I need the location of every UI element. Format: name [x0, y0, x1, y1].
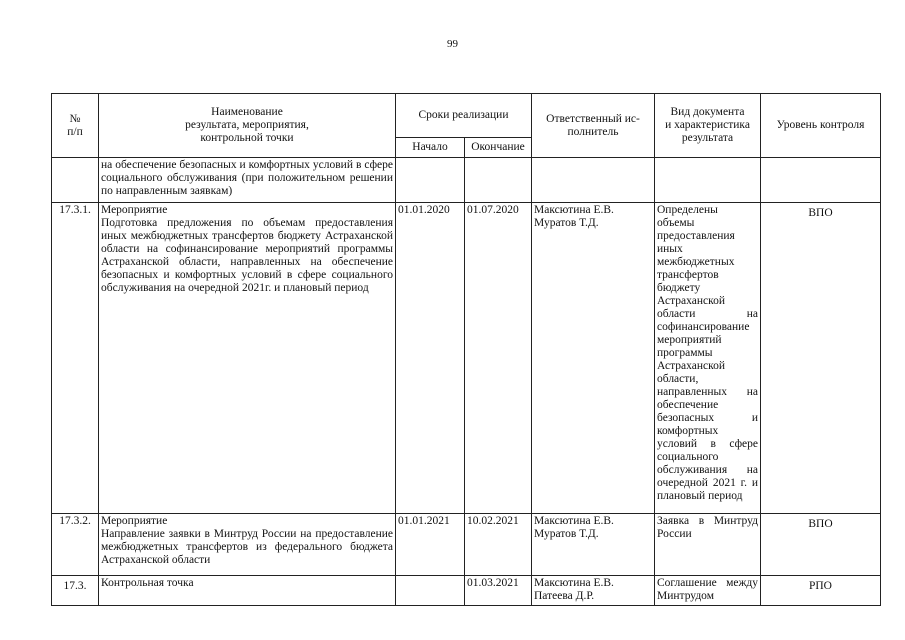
- row-end: 01.07.2020: [465, 203, 532, 514]
- table-row: [52, 514, 881, 576]
- row-doc: [655, 158, 761, 203]
- row-level: РПО: [761, 576, 881, 606]
- row-end: 10.02.2021: [465, 514, 532, 576]
- plan-table: [51, 93, 881, 606]
- header-name: Наименование результата, мероприятия, контрольной точки: [99, 94, 396, 158]
- row-name: Мероприятие Направление заявки в Минтруд России на предоставление межбюджетных трансфертов из федерального бюджета Астраханской области: [99, 514, 396, 576]
- row-end: [465, 158, 532, 203]
- header-level: Уровень контроля: [761, 94, 881, 158]
- row-name: Мероприятие Подготовка предложения по объемам предоставления иных межбюджетных трансфертов бюджету Астраханской области на софинансирование мероприятий программы Астраханской области, направленных на обеспечение безопасных и комфортных условий в сфере социального обслуживания на очередной 2021г. и плановый период: [99, 203, 396, 514]
- page-number: 99: [447, 38, 458, 50]
- header-terms: Сроки реализации: [396, 94, 532, 138]
- table-header: [52, 94, 881, 158]
- row-level: ВПО: [761, 514, 881, 576]
- row-doc: Соглашение между Минтрудом: [655, 576, 761, 606]
- header-end: Окончание: [465, 138, 532, 158]
- row-doc: Определены объемы предоставления иных межбюджетных трансфертов бюджету Астраханской области на софинансирование мероприятий программы Астраханской области, направленных на обеспечение безопасных и комфортных условий в сфере социального обслуживания на очередной 2021 г. и плановый период: [655, 203, 761, 514]
- row-name: Контрольная точка: [99, 576, 396, 606]
- row-start: [396, 576, 465, 606]
- row-start: 01.01.2020: [396, 203, 465, 514]
- row-num: 17.3.2.: [52, 514, 99, 576]
- row-name: на обеспечение безопасных и комфортных условий в сфере социального обслуживания (при положительном решении по направленным заявкам): [99, 158, 396, 203]
- row-start: [396, 158, 465, 203]
- row-level: ВПО: [761, 203, 881, 514]
- header-start: Начало: [396, 138, 465, 158]
- table-row: [52, 158, 881, 203]
- header-num: № п/п: [52, 94, 99, 158]
- header-executor: Ответственный ис- полнитель: [532, 94, 655, 158]
- row-executor: Максютина Е.В. Муратов Т.Д.: [532, 203, 655, 514]
- row-start: 01.01.2021: [396, 514, 465, 576]
- row-num: 17.3.: [52, 576, 99, 606]
- row-end: 01.03.2021: [465, 576, 532, 606]
- row-executor: Максютина Е.В. Муратов Т.Д.: [532, 514, 655, 576]
- header-doc: Вид документа и характеристика результата: [655, 94, 761, 158]
- row-executor: [532, 158, 655, 203]
- row-level: [761, 158, 881, 203]
- row-doc: Заявка в Минтруд России: [655, 514, 761, 576]
- row-num: 17.3.1.: [52, 203, 99, 514]
- row-executor: Максютина Е.В. Патеева Д.Р.: [532, 576, 655, 606]
- table-row: [52, 576, 881, 606]
- row-num: [52, 158, 99, 203]
- table-row: [52, 203, 881, 514]
